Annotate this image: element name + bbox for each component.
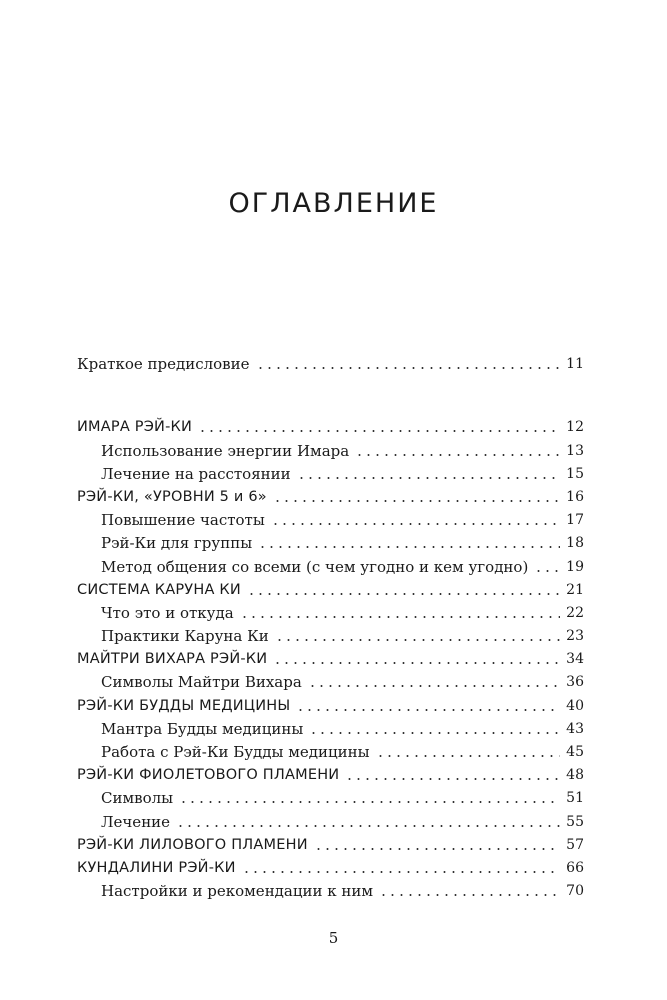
toc-entry-label: Краткое предисловие <box>77 355 250 374</box>
toc-entry-page: 16 <box>566 488 584 505</box>
dot-leader <box>240 616 560 618</box>
toc-entry <box>77 854 584 877</box>
dot-leader <box>271 523 560 525</box>
toc-entry <box>77 599 584 622</box>
page-title: ОГЛАВЛЕНИЕ <box>228 188 439 219</box>
toc-entry-label: КУНДАЛИНИ РЭЙ-КИ <box>77 859 236 876</box>
toc-entry-label: РЭЙ-КИ, «УРОВНИ 5 и 6» <box>77 488 267 505</box>
toc-entry-label: Символы Майтри Вихара <box>101 673 302 692</box>
toc-entry-page: 51 <box>566 790 584 807</box>
toc-entry-label: Символы <box>101 789 174 808</box>
dot-leader <box>242 871 560 873</box>
toc-entry-page: 11 <box>566 356 584 373</box>
toc-entry <box>77 460 584 483</box>
dot-leader <box>308 685 560 687</box>
toc-entry-label: МАЙТРИ ВИХАРА РЭЙ-КИ <box>77 651 268 668</box>
toc-entry <box>77 784 584 807</box>
toc-entry-page: 40 <box>566 697 584 714</box>
toc-entry <box>77 483 584 506</box>
toc-entry-page: 19 <box>566 558 584 575</box>
toc-entry <box>77 645 584 668</box>
dot-leader <box>273 662 560 664</box>
dot-leader <box>345 778 560 780</box>
dot-leader <box>296 709 560 711</box>
table-of-contents <box>77 350 584 900</box>
toc-entry <box>77 413 584 436</box>
toc-entry <box>77 622 584 645</box>
toc-entry-label: РЭЙ-КИ ЛИЛОВОГО ПЛАМЕНИ <box>77 836 308 853</box>
dot-leader <box>275 639 560 641</box>
toc-entry-page: 21 <box>566 581 584 598</box>
dot-leader <box>534 570 560 572</box>
toc-entry-label: Метод общения со всеми (с чем угодно и кем угодно) <box>101 557 529 576</box>
dot-leader <box>179 801 560 803</box>
toc-entry <box>77 807 584 830</box>
dot-leader <box>379 894 560 896</box>
toc-entry-page: 22 <box>566 604 584 621</box>
toc-entry <box>77 436 584 459</box>
toc-entry <box>77 552 584 575</box>
toc-entry-page: 45 <box>566 744 584 760</box>
dot-leader <box>176 825 560 827</box>
toc-entry-page: 70 <box>566 883 584 900</box>
toc-entry-label: РЭЙ-КИ ФИОЛЕТОВОГО ПЛАМЕНИ <box>77 767 340 784</box>
dot-leader <box>258 546 560 548</box>
toc-entry-label: Лечение на расстоянии <box>101 464 291 483</box>
dot-leader <box>309 732 560 734</box>
toc-entry-page: 66 <box>566 859 584 876</box>
toc-entry-page: 13 <box>566 442 584 459</box>
toc-entry <box>77 761 584 784</box>
toc-entry-label: Мантра Будды медицины <box>101 719 304 738</box>
toc-entry-label: Настройки и рекомендации к ним <box>101 882 374 901</box>
toc-entry <box>77 350 584 373</box>
toc-entry-label: Практики Каруна Ки <box>101 627 269 646</box>
toc-entry-label: ИМАРА РЭЙ-КИ <box>77 419 193 436</box>
toc-entry <box>77 506 584 529</box>
dot-leader <box>376 755 560 757</box>
dot-leader <box>355 454 560 456</box>
dot-leader <box>273 500 560 502</box>
toc-entry-page: 43 <box>566 720 584 737</box>
toc-entry-label: Использование энергии Имара <box>101 441 350 460</box>
toc-entry-label: СИСТЕМА КАРУНА КИ <box>77 581 241 598</box>
toc-entry-page: 57 <box>566 836 584 853</box>
toc-entry <box>77 877 584 900</box>
dot-leader <box>247 593 560 595</box>
toc-entry-label: Что это и откуда <box>101 603 234 622</box>
toc-entry-label: Лечение <box>101 812 171 831</box>
toc-entry <box>77 738 584 761</box>
toc-entry-page: 17 <box>566 512 584 529</box>
toc-entry-page: 55 <box>566 813 584 830</box>
toc-entry-page: 48 <box>566 767 584 784</box>
page-number: 5 <box>328 929 339 947</box>
dot-leader <box>198 430 560 432</box>
toc-entry-page: 18 <box>566 535 584 552</box>
toc-entry-page: 23 <box>566 628 584 645</box>
toc-entry-page: 15 <box>566 465 584 482</box>
dot-leader <box>314 848 560 850</box>
toc-entry-page: 36 <box>566 674 584 691</box>
toc-entry-label: Повышение частоты <box>101 511 265 530</box>
toc-entry <box>77 715 584 738</box>
toc-entry <box>77 668 584 691</box>
toc-entry <box>77 529 584 552</box>
toc-entry <box>77 691 584 714</box>
toc-entry <box>77 831 584 854</box>
dot-leader <box>256 367 561 369</box>
toc-entry-page: 12 <box>566 419 584 436</box>
toc-entry-label: РЭЙ-КИ БУДДЫ МЕДИЦИНЫ <box>77 697 291 714</box>
toc-entry-page: 34 <box>566 651 584 668</box>
toc-entry <box>77 576 584 599</box>
toc-entry-label: Работа с Рэй-Ки Будды медицины <box>101 743 370 761</box>
toc-entry-label: Рэй-Ки для группы <box>101 534 253 553</box>
dot-leader <box>297 477 560 479</box>
